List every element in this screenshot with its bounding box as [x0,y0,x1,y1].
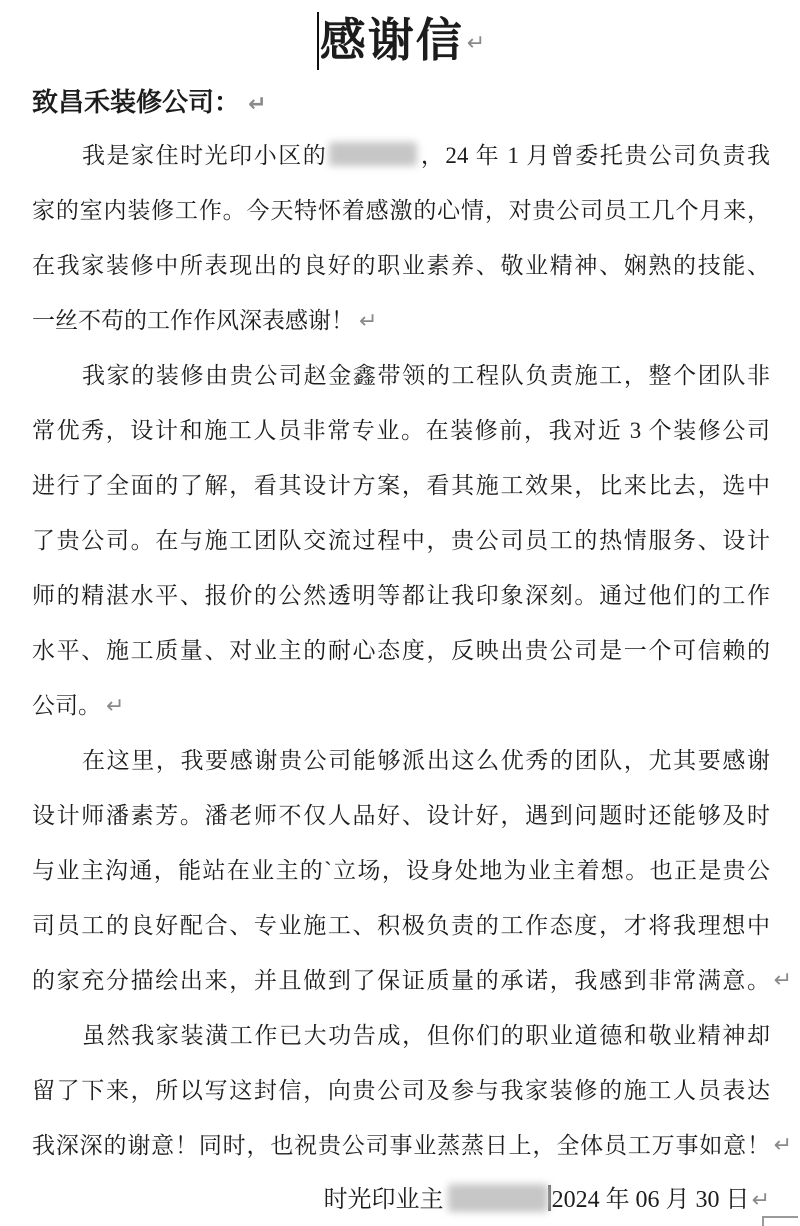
body-line[interactable] [32,733,770,788]
line-text: 一丝不苟的工作作风深表感谢！ [32,308,354,333]
body-line[interactable] [32,128,770,183]
line-text: 我家的装修由贵公司赵金鑫带领的工程队负责施工，整个团队非 [82,363,770,388]
body-line[interactable] [32,458,770,513]
line-text: 与业主沟通，能站在业主的`立场，设身处地为业主着想。也正是贵公 [32,858,770,883]
paragraph-mark-icon: ↵ [106,694,125,719]
body-line[interactable] [32,1063,770,1118]
paragraph-mark-icon: ↵ [466,30,486,56]
body-line[interactable] [32,898,770,953]
paragraph-mark-icon: ↵ [248,92,267,117]
body-line[interactable] [32,1008,770,1063]
line-text: 设计师潘素芳。潘老师不仅人品好、设计好，遇到问题时还能够及时 [32,803,770,828]
body-line[interactable] [32,403,770,458]
line-text: 司员工的良好配合、专业施工、积极负责的工作态度，才将我理想中 [32,913,770,938]
body-line[interactable] [32,953,792,1008]
page-corner-artifact [762,1216,798,1226]
paragraph-mark-icon: ↵ [773,1133,792,1158]
redaction-edge-artifact [548,1185,551,1211]
letter-body [32,128,792,1173]
paragraph-mark-icon: ↵ [359,309,378,334]
line-text: 师的精湛水平、报价的公然透明等都让我印象深刻。通过他们的工作 [32,583,770,608]
body-line[interactable] [32,568,770,623]
body-line[interactable] [32,623,770,678]
title-row [32,0,770,78]
paragraph-mark-icon: ↵ [773,968,792,993]
body-line[interactable] [32,348,770,403]
body-line[interactable] [32,1118,792,1173]
line-text: 在这里，我要感谢贵公司能够派出这么优秀的团队，尤其要感谢 [82,748,770,773]
salutation-text: 致昌禾装修公司： [32,88,241,117]
body-line[interactable] [32,183,770,238]
line-text: 的家充分描绘出来，并且做到了保证质量的承诺，我感到非常满意。 [32,968,770,993]
line-text: 留了下来，所以写这封信，向贵公司及参与我家装修的施工人员表达 [32,1078,770,1103]
body-line[interactable] [32,293,770,348]
line-text: 家的室内装修工作。今天特怀着感激的心情，对贵公司员工几个月来， [32,198,770,223]
redacted-name-blur [329,142,417,166]
signature-line[interactable] [32,1173,770,1226]
body-line[interactable] [32,843,770,898]
line-text: 进行了全面的了解，看其设计方案，看其施工效果，比来比去，选中 [32,473,770,498]
line-text: 常优秀，设计和施工人员非常专业。在装修前，我对近 3 个装修公司 [32,418,770,443]
line-text: 我深深的谢意！同时，也祝贵公司事业蒸蒸日上，全体员工万事如意！ [32,1133,770,1158]
line-text: 水平、施工质量、对业主的耐心态度，反映出贵公司是一个可信赖的 [32,638,770,663]
line-text: 在我家装修中所表现出的良好的职业素养、敬业精神、娴熟的技能、 [32,253,770,278]
body-line[interactable] [32,788,770,843]
line-text: ，24 年 1 月曾委托贵公司负责我 [419,143,771,168]
line-text: 虽然我家装潢工作已大功告成，但你们的职业道德和敬业精神却 [82,1023,770,1048]
line-text: 公司。 [32,693,101,718]
salutation-line[interactable] [32,78,770,128]
body-line[interactable] [32,678,770,733]
paragraph-mark-icon: ↵ [751,1188,770,1213]
line-text: 我是家住时光印小区的 [82,143,328,168]
signature-owner-text: 时光印业主 [323,1187,444,1213]
body-line[interactable] [32,238,770,293]
text-cursor [317,12,319,70]
document-title[interactable]: 感谢信 [319,15,464,67]
redacted-signature-blur [448,1184,548,1212]
signature-date-text: 2024 年 06 月 30 日 [551,1187,750,1213]
line-text: 了贵公司。在与施工团队交流过程中，贵公司员工的热情服务、设计 [32,528,770,553]
body-line[interactable] [32,513,770,568]
